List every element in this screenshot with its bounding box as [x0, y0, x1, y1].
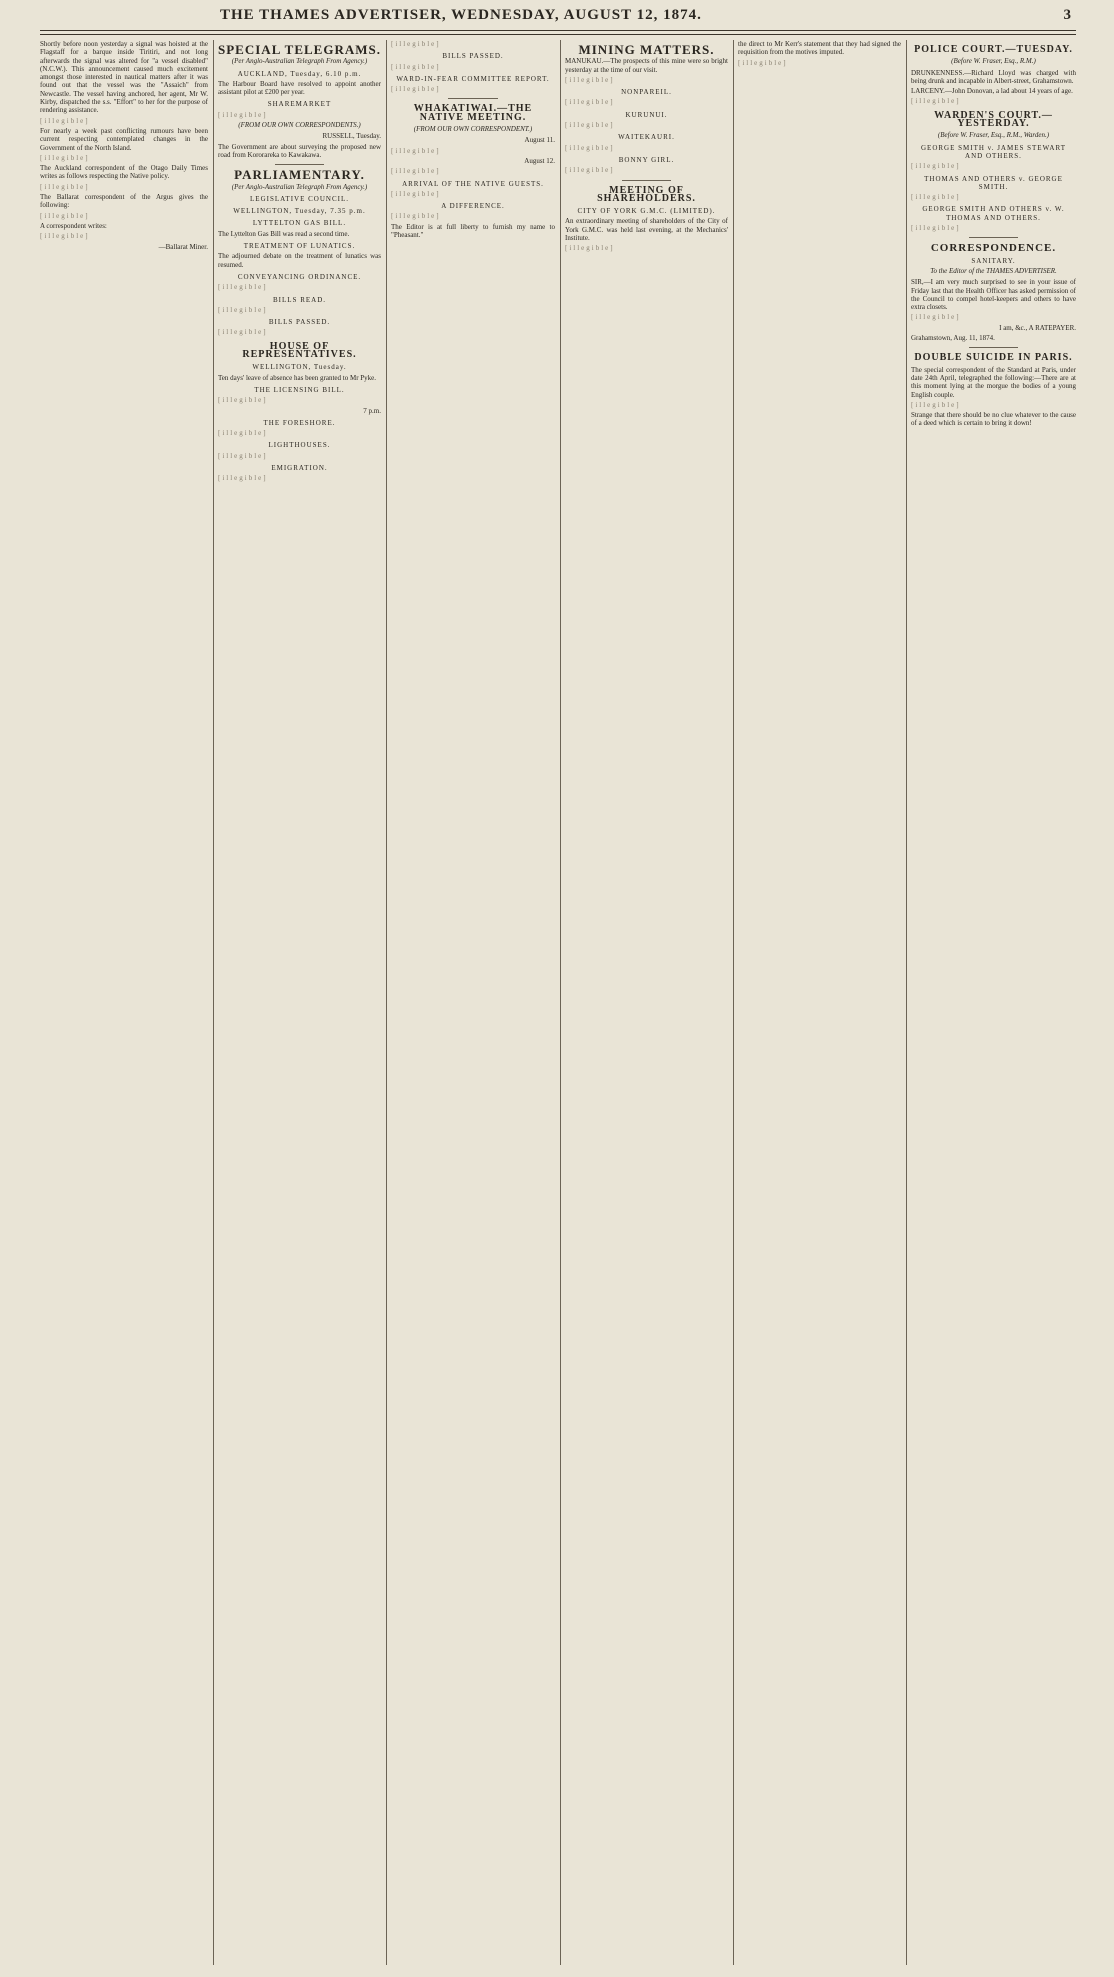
section-subheading: (Per Anglo-Australian Telegraph From Agency.): [231, 182, 368, 191]
article-paragraph: Strange that there should be no clue whatever to the cause of a deed which is certain to bring it down!: [911, 411, 1076, 428]
letter-dateline: Grahamstown, Aug. 11, 1874.: [911, 334, 995, 343]
article-paragraph: LARCENY.—John Donovan, a lad about 14 years of age.: [911, 87, 1073, 96]
dateline: August 11.: [524, 136, 555, 145]
illegible-passage: [illegible]: [391, 62, 441, 71]
illegible-passage: [illegible]: [218, 451, 268, 460]
section-heading: WARDEN'S COURT.—YESTERDAY.: [934, 109, 1053, 130]
illegible-passage: [illegible]: [218, 474, 268, 483]
illegible-passage: [illegible]: [391, 85, 441, 94]
subsection-label: A DIFFERENCE.: [441, 202, 505, 211]
case-title: GEORGE SMITH AND OTHERS v. W. THOMAS AND OTHERS.: [922, 205, 1065, 222]
section-divider: [448, 98, 497, 99]
section-subheading: (FROM OUR OWN CORRESPONDENT.): [413, 125, 533, 134]
letter-title: SANITARY.: [971, 256, 1016, 265]
dateline: August 12.: [524, 156, 555, 165]
illegible-passage: [illegible]: [40, 153, 90, 162]
article-paragraph: The special correspondent of the Standard at Paris, under date 24th April, telegraphed the following:—There are at this moment lying at the morgue the bodies of a young English couple.: [911, 365, 1076, 399]
illegible-passage: [illegible]: [911, 224, 961, 233]
section-heading: CORRESPONDENCE.: [930, 242, 1057, 255]
page-number: 3: [1063, 7, 1072, 23]
subsection-label: LIGHTHOUSES.: [268, 441, 331, 450]
masthead-rule-bottom: [40, 34, 1076, 35]
illegible-passage: [illegible]: [565, 121, 615, 130]
section-subheading: (Before W. Fraser, Esq., R.M.): [951, 57, 1036, 66]
section-heading: POLICE COURT.—TUESDAY.: [914, 44, 1073, 55]
section-divider: [275, 164, 324, 165]
masthead-rule-top: [40, 30, 1076, 31]
column-rule: [560, 40, 561, 1965]
dateline: AUCKLAND, Tuesday, 6.10 p.m.: [237, 69, 362, 78]
subsection-label: CITY OF YORK G.M.C. (LIMITED).: [577, 207, 716, 216]
article-paragraph: The adjourned debate on the treatment of lunatics was resumed.: [218, 252, 381, 269]
article-paragraph: The Harbour Board have resolved to appoint another assistant pilot at £200 per year.: [218, 79, 381, 97]
subsection-label: CONVEYANCING ORDINANCE.: [237, 272, 362, 281]
section-heading: SPECIAL TELEGRAMS.: [218, 42, 381, 57]
subsection-label: THE LICENSING BILL.: [254, 385, 345, 394]
illegible-passage: [illegible]: [218, 429, 268, 438]
illegible-passage: [illegible]: [391, 212, 441, 221]
column-3: [391, 40, 555, 1965]
illegible-passage: [illegible]: [218, 283, 268, 292]
article-paragraph: MANUKAU.—The prospects of this mine were so bright yesterday at the time of our visit.: [565, 57, 728, 74]
section-heading: MEETING OF SHAREHOLDERS.: [597, 184, 696, 204]
section-heading: MINING MATTERS.: [578, 42, 715, 57]
letter-signature: I am, &c., A RATEPAYER.: [999, 323, 1076, 332]
illegible-passage: [illegible]: [565, 143, 615, 152]
case-title: GEORGE SMITH v. JAMES STEWART AND OTHERS.: [921, 143, 1066, 160]
illegible-passage: [illegible]: [218, 110, 268, 119]
dateline: RUSSELL, Tuesday.: [322, 132, 381, 141]
section-divider: [622, 180, 671, 181]
subsection-label: WARD-IN-FEAR COMMITTEE REPORT.: [396, 74, 550, 83]
section-heading: WHAKATIWAI.—THE NATIVE MEETING.: [413, 103, 533, 123]
subsection-label: NONPAREIL.: [621, 88, 672, 97]
illegible-passage: [illegible]: [911, 193, 961, 202]
case-title: THOMAS AND OTHERS v. GEORGE SMITH.: [924, 174, 1063, 191]
illegible-passage: [illegible]: [218, 305, 268, 314]
article-paragraph: The Ballarat correspondent of the Argus gives the following:: [40, 193, 208, 210]
illegible-passage: [illegible]: [391, 146, 441, 155]
subsection-label: SHAREMARKET: [267, 100, 332, 109]
column-rule: [213, 40, 214, 1965]
subsection-label: BILLS PASSED.: [268, 318, 331, 327]
section-divider: [969, 237, 1019, 238]
illegible-passage: [illegible]: [911, 313, 961, 322]
newspaper-title: THE THAMES ADVERTISER, WEDNESDAY, AUGUST 12, 1874.: [220, 7, 702, 23]
article-paragraph: The Auckland correspondent of the Otago Daily Times writes as follows respecting the Native policy.: [40, 164, 208, 181]
article-paragraph: A correspondent writes:: [40, 221, 107, 230]
article-paragraph: For nearly a week past conflicting rumours have been current respecting contemplated changes in the Government of the North Island.: [40, 126, 208, 152]
subsection-label: TREATMENT OF LUNATICS.: [243, 242, 356, 251]
illegible-passage: [illegible]: [391, 167, 441, 176]
letter-salutation-line: To the Editor of the THAMES ADVERTISER.: [930, 266, 1057, 275]
column-2: [218, 40, 381, 1965]
illegible-passage: [illegible]: [565, 98, 615, 107]
source-credit: —Ballarat Miner.: [158, 242, 208, 251]
subsection-label: KURUNUI.: [625, 110, 668, 119]
illegible-passage: [illegible]: [218, 396, 268, 405]
illegible-passage: [illegible]: [738, 58, 788, 67]
subsection-label: THE FORESHORE.: [263, 418, 336, 427]
illegible-passage: [illegible]: [40, 211, 90, 220]
masthead: [40, 4, 1076, 28]
illegible-passage: [illegible]: [565, 75, 615, 84]
subsection-label: BONNY GIRL.: [618, 155, 675, 164]
illegible-passage: [illegible]: [911, 400, 961, 409]
subsection-label: BILLS PASSED.: [442, 52, 504, 61]
article-paragraph: The Editor is at full liberty to furnish my name to "Pheasant.": [391, 222, 555, 240]
article-paragraph: the direct to Mr Kerr's statement that they had signed the requisition from the motives imputed.: [738, 40, 901, 57]
illegible-passage: [illegible]: [40, 232, 90, 241]
illegible-passage: [illegible]: [218, 328, 268, 337]
subsection-label: BILLS READ.: [273, 295, 326, 304]
article-paragraph: An extraordinary meeting of shareholders of the City of York G.M.C. was held last evening, at the Mechanics' Institute.: [565, 217, 728, 243]
section-heading: HOUSE OF REPRESENTATIVES.: [242, 340, 357, 361]
illegible-passage: [illegible]: [40, 116, 90, 125]
section-subheading: (Per Anglo-Australian Telegraph From Agency.): [231, 57, 368, 66]
illegible-passage: [illegible]: [40, 182, 90, 191]
illegible-passage: [illegible]: [911, 162, 961, 171]
subsection-heading: LEGISLATIVE COUNCIL.: [250, 194, 349, 203]
illegible-passage: [illegible]: [911, 97, 961, 106]
subsection-label: LYTTELTON GAS BILL.: [252, 219, 347, 228]
subsection-label: ARRIVAL OF THE NATIVE GUESTS.: [402, 179, 544, 188]
section-heading: PARLIAMENTARY.: [234, 167, 365, 183]
dateline: WELLINGTON, Tuesday, 7.35 p.m.: [233, 207, 366, 216]
article-paragraph: Ten days' leave of absence has been granted to Mr Pyke.: [218, 373, 377, 382]
article-paragraph: Shortly before noon yesterday a signal was hoisted at the Flagstaff for a barque inside Tiritiri, and not long afterwards the signal was altered for "a vessel disabled" (N.C.W.). This announcement caused much excitement amongst those interested in nautical matters after it was found out that the vessel was the "Assaich" from Newcastle. The vessel having anchored, her agent, Mr W. Kirby, dispatched the s.s. "Effort" to her for the purpose of rendering assistance.: [40, 40, 208, 115]
article-paragraph: The Government are about surveying the proposed new road from Kororareka to Kawakawa.: [218, 142, 381, 159]
article-paragraph: The Lyttelton Gas Bill was read a second time.: [218, 229, 350, 238]
illegible-passage: [illegible]: [565, 244, 615, 253]
subsection-label: EMIGRATION.: [271, 463, 328, 472]
column-6: [911, 40, 1076, 1965]
section-divider: [969, 347, 1019, 348]
illegible-passage: [illegible]: [391, 189, 441, 198]
illegible-passage: [illegible]: [391, 40, 441, 48]
dateline: WELLINGTON, Tuesday.: [252, 363, 347, 372]
section-subheading: (Before W. Fraser, Esq., R.M., Warden.): [937, 131, 1050, 140]
column-rule: [386, 40, 387, 1965]
time-label: 7 p.m.: [363, 406, 381, 415]
section-subheading: (FROM OUR OWN CORRESPONDENTS.): [238, 121, 361, 130]
column-5: [738, 40, 901, 1965]
column-1: [40, 40, 208, 1965]
article-paragraph: SIR,—I am very much surprised to see in your issue of Friday last that the Health Officer has asked permission of the Council to compel hotel-keepers and others to have extra closets.: [911, 278, 1076, 312]
column-rule: [733, 40, 734, 1965]
article-paragraph: DRUNKENNESS.—Richard Lloyd was charged with being drunk and incapable in Albert-street, Grahamstown.: [911, 68, 1076, 85]
illegible-passage: [illegible]: [565, 166, 615, 175]
column-rule: [906, 40, 907, 1965]
column-4: [565, 40, 728, 1965]
subsection-label: WAITEKAURI.: [618, 133, 675, 142]
section-heading: DOUBLE SUICIDE IN PARIS.: [914, 352, 1073, 364]
